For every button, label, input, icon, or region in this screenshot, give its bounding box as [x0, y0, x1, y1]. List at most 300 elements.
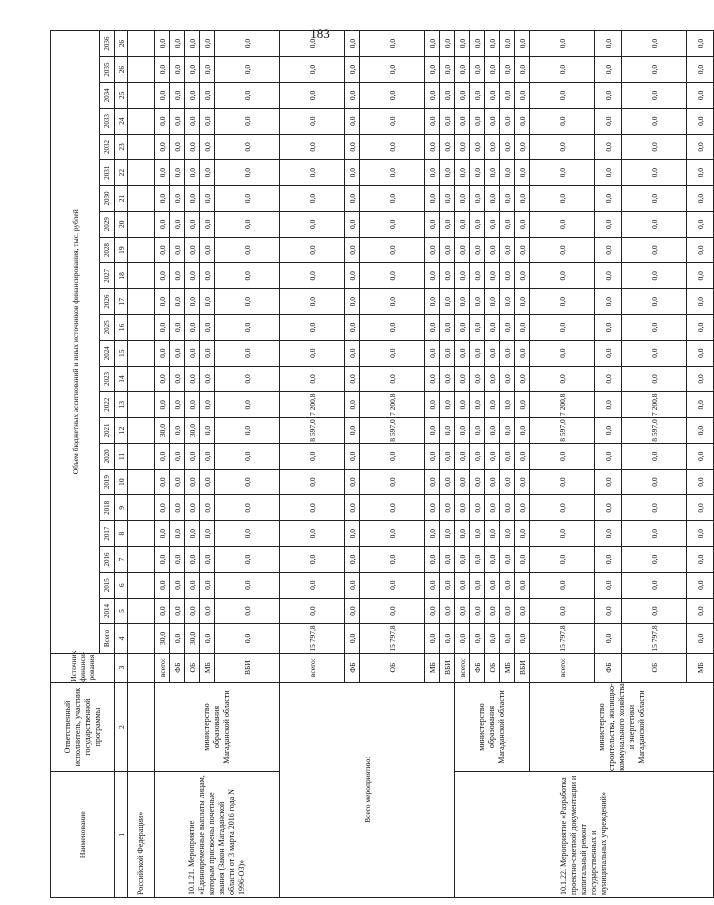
value-cell: 0,0: [185, 57, 200, 83]
value-cell: 0,0: [185, 186, 200, 212]
value-cell: 0,0: [170, 547, 185, 573]
value-cell: 0,0: [425, 108, 440, 134]
header-year: 2016: [100, 547, 115, 573]
header-year: 2017: [100, 521, 115, 547]
value-cell: 0,0: [170, 134, 185, 160]
value-cell: 0,0: [425, 237, 440, 263]
value-cell: 0,0: [200, 495, 215, 521]
value-cell: 0,0: [687, 418, 714, 444]
column-number: 25: [115, 82, 128, 108]
value-cell: 0,0: [595, 469, 622, 495]
header-name: Наименование: [51, 772, 115, 898]
value-cell: 0,0: [470, 186, 485, 212]
value-cell: 0,0: [155, 31, 170, 57]
value-cell: 0,0: [345, 82, 360, 108]
value-cell: 0,0: [345, 289, 360, 315]
value-cell: 0,0: [440, 237, 455, 263]
value-cell: 0,0: [185, 289, 200, 315]
total-cell: 0,0: [687, 624, 714, 653]
value-cell: 0,0: [155, 134, 170, 160]
value-cell: 0,0: [470, 31, 485, 57]
total-cell: 15 797,8: [360, 624, 425, 653]
value-cell: 0,0: [200, 469, 215, 495]
value-cell: 0,0: [687, 392, 714, 418]
value-cell: 0,0: [455, 547, 470, 573]
value-cell: 0,0: [170, 31, 185, 57]
value-cell: 0,0: [515, 82, 530, 108]
value-cell: 0,0: [280, 160, 345, 186]
value-cell: 0,0: [440, 108, 455, 134]
column-number: 3: [115, 653, 128, 682]
value-cell: 0,0: [500, 495, 515, 521]
value-cell: 0,0: [155, 547, 170, 573]
value-cell: 0,0: [215, 572, 280, 598]
header-year: 2019: [100, 469, 115, 495]
value-cell: 0,0: [360, 186, 425, 212]
value-cell: 0,0: [530, 134, 595, 160]
total-cell: 0,0: [345, 624, 360, 653]
value-cell: 0,0: [155, 443, 170, 469]
value-cell: 0,0: [687, 134, 714, 160]
value-cell: 0,0: [425, 521, 440, 547]
value-cell: 0,0: [345, 134, 360, 160]
value-cell: 0,0: [595, 366, 622, 392]
value-cell: 0,0: [360, 521, 425, 547]
value-cell: 0,0: [485, 469, 500, 495]
value-cell: 0,0: [215, 547, 280, 573]
value-cell: 0,0: [345, 547, 360, 573]
value-cell: 0,0: [280, 469, 345, 495]
value-cell: 0,0: [440, 186, 455, 212]
table-row: [115, 31, 128, 898]
total-cell: 0,0: [215, 624, 280, 653]
value-cell: 0,0: [500, 340, 515, 366]
column-number: 20: [115, 211, 128, 237]
total-cell: 0,0: [170, 624, 185, 653]
value-cell: 0,0: [425, 186, 440, 212]
value-cell: 0,0: [485, 237, 500, 263]
value-cell: 0,0: [360, 31, 425, 57]
value-cell: 0,0: [215, 443, 280, 469]
item-executor: министерство строительства, жилищно-коммунального хозяйства и энергетики Магаданской области: [530, 682, 714, 772]
value-cell: 0,0: [185, 469, 200, 495]
value-cell: 0,0: [515, 418, 530, 444]
table-row: [280, 31, 345, 898]
value-cell: 0,0: [595, 418, 622, 444]
value-cell: 0,0: [622, 82, 687, 108]
column-number: 24: [115, 108, 128, 134]
value-cell: 0,0: [155, 160, 170, 186]
value-cell: 0,0: [687, 211, 714, 237]
empty-cell: [128, 443, 155, 469]
value-cell: 0,0: [360, 289, 425, 315]
value-cell: 0,0: [470, 211, 485, 237]
empty-cell: [128, 82, 155, 108]
value-cell: 0,0: [215, 186, 280, 212]
value-cell: 0,0: [345, 160, 360, 186]
value-cell: 0,0: [170, 598, 185, 624]
total-cell: 15 797,8: [280, 624, 345, 653]
value-cell: 0,0: [595, 237, 622, 263]
value-cell: 0,0: [500, 469, 515, 495]
empty-cell: [128, 134, 155, 160]
value-cell: 0,0: [345, 237, 360, 263]
total-cell: 0,0: [425, 624, 440, 653]
value-cell: 30,0: [185, 418, 200, 444]
column-number: 6: [115, 572, 128, 598]
value-cell: 0,0: [595, 495, 622, 521]
value-cell: 0,0: [500, 237, 515, 263]
column-number: 26: [115, 31, 128, 57]
value-cell: 0,0: [500, 443, 515, 469]
value-cell: 0,0: [440, 315, 455, 341]
value-cell: 0,0: [622, 160, 687, 186]
value-cell: 0,0: [500, 160, 515, 186]
value-cell: 0,0: [595, 340, 622, 366]
value-cell: 0,0: [200, 366, 215, 392]
value-cell: 0,0: [185, 315, 200, 341]
value-cell: 0,0: [687, 315, 714, 341]
value-cell: 0,0: [200, 340, 215, 366]
value-cell: 0,0: [280, 443, 345, 469]
value-cell: 0,0: [470, 469, 485, 495]
value-cell: 0,0: [215, 289, 280, 315]
value-cell: 7 200,8: [622, 392, 687, 418]
row-label: Российской Федерации»: [128, 772, 155, 898]
value-cell: 0,0: [595, 160, 622, 186]
value-cell: 0,0: [425, 418, 440, 444]
empty-cell: [128, 211, 155, 237]
value-cell: 0,0: [425, 340, 440, 366]
empty-cell: [128, 572, 155, 598]
value-cell: 0,0: [455, 572, 470, 598]
value-cell: 0,0: [215, 418, 280, 444]
value-cell: 8 597,0: [530, 418, 595, 444]
value-cell: 0,0: [530, 160, 595, 186]
column-number: 5: [115, 598, 128, 624]
value-cell: 0,0: [155, 340, 170, 366]
empty-cell: [128, 263, 155, 289]
value-cell: 0,0: [485, 108, 500, 134]
value-cell: 0,0: [455, 31, 470, 57]
value-cell: 0,0: [515, 521, 530, 547]
header-total: Всего: [100, 624, 115, 653]
value-cell: 0,0: [515, 186, 530, 212]
value-cell: 0,0: [440, 263, 455, 289]
value-cell: 0,0: [687, 160, 714, 186]
value-cell: 0,0: [485, 289, 500, 315]
value-cell: 0,0: [280, 572, 345, 598]
value-cell: 0,0: [622, 263, 687, 289]
value-cell: 0,0: [470, 598, 485, 624]
value-cell: 0,0: [185, 521, 200, 547]
value-cell: 0,0: [622, 237, 687, 263]
value-cell: 0,0: [455, 237, 470, 263]
value-cell: 0,0: [170, 82, 185, 108]
empty-cell: [128, 160, 155, 186]
value-cell: 0,0: [485, 443, 500, 469]
value-cell: 0,0: [345, 31, 360, 57]
total-cell: 0,0: [440, 624, 455, 653]
value-cell: 0,0: [215, 108, 280, 134]
value-cell: 0,0: [455, 366, 470, 392]
value-cell: 0,0: [622, 108, 687, 134]
value-cell: 0,0: [500, 289, 515, 315]
value-cell: 0,0: [200, 82, 215, 108]
value-cell: 0,0: [345, 315, 360, 341]
value-cell: 0,0: [155, 366, 170, 392]
value-cell: 0,0: [687, 263, 714, 289]
value-cell: 0,0: [455, 82, 470, 108]
value-cell: 0,0: [500, 521, 515, 547]
value-cell: 0,0: [170, 289, 185, 315]
value-cell: 0,0: [440, 57, 455, 83]
value-cell: 0,0: [170, 237, 185, 263]
total-cell: 15 797,8: [530, 624, 595, 653]
value-cell: 0,0: [425, 598, 440, 624]
header-year: 2023: [100, 366, 115, 392]
source-cell: МБ: [687, 653, 714, 682]
value-cell: 0,0: [440, 547, 455, 573]
value-cell: 0,0: [185, 392, 200, 418]
value-cell: 0,0: [530, 31, 595, 57]
column-number: 23: [115, 134, 128, 160]
value-cell: 0,0: [215, 469, 280, 495]
value-cell: 0,0: [215, 392, 280, 418]
value-cell: 0,0: [622, 572, 687, 598]
value-cell: 0,0: [280, 237, 345, 263]
value-cell: 0,0: [440, 495, 455, 521]
value-cell: 0,0: [595, 443, 622, 469]
value-cell: 0,0: [170, 160, 185, 186]
value-cell: 0,0: [595, 521, 622, 547]
value-cell: 0,0: [530, 495, 595, 521]
header-year: 2021: [100, 418, 115, 444]
value-cell: 0,0: [530, 57, 595, 83]
value-cell: 0,0: [687, 366, 714, 392]
value-cell: 0,0: [280, 31, 345, 57]
value-cell: 0,0: [345, 392, 360, 418]
value-cell: 0,0: [345, 495, 360, 521]
value-cell: 0,0: [687, 108, 714, 134]
value-cell: 0,0: [515, 366, 530, 392]
empty-cell: [128, 598, 155, 624]
value-cell: 0,0: [155, 211, 170, 237]
total-cell: 0,0: [500, 624, 515, 653]
empty-cell: [128, 237, 155, 263]
value-cell: 0,0: [622, 495, 687, 521]
value-cell: 0,0: [200, 572, 215, 598]
header-source: Источник финанси-рования: [51, 653, 115, 682]
value-cell: 0,0: [425, 547, 440, 573]
value-cell: 0,0: [425, 211, 440, 237]
source-cell: всего:: [530, 653, 595, 682]
value-cell: 0,0: [530, 443, 595, 469]
value-cell: 0,0: [440, 31, 455, 57]
total-cell: 0,0: [485, 624, 500, 653]
value-cell: 0,0: [345, 108, 360, 134]
value-cell: 0,0: [485, 31, 500, 57]
value-cell: 0,0: [200, 392, 215, 418]
value-cell: 0,0: [530, 186, 595, 212]
header-year: 2028: [100, 237, 115, 263]
value-cell: 0,0: [155, 82, 170, 108]
source-cell: ВБИ: [515, 653, 530, 682]
total-cell: 15 797,8: [622, 624, 687, 653]
column-number: 13: [115, 392, 128, 418]
value-cell: 0,0: [470, 495, 485, 521]
value-cell: 0,0: [440, 521, 455, 547]
value-cell: 0,0: [185, 443, 200, 469]
total-cell: 0,0: [515, 624, 530, 653]
column-number: 12: [115, 418, 128, 444]
column-number: 18: [115, 263, 128, 289]
value-cell: 0,0: [170, 392, 185, 418]
column-number: 19: [115, 237, 128, 263]
value-cell: 0,0: [455, 186, 470, 212]
value-cell: 0,0: [500, 572, 515, 598]
value-cell: 0,0: [185, 495, 200, 521]
value-cell: 0,0: [455, 211, 470, 237]
table-row: [51, 31, 100, 898]
total-cell: 0,0: [595, 624, 622, 653]
value-cell: 0,0: [500, 418, 515, 444]
value-cell: 0,0: [530, 340, 595, 366]
header-year: 2029: [100, 211, 115, 237]
value-cell: 0,0: [455, 495, 470, 521]
value-cell: 0,0: [440, 366, 455, 392]
value-cell: 0,0: [595, 289, 622, 315]
value-cell: 0,0: [470, 134, 485, 160]
value-cell: 0,0: [515, 108, 530, 134]
value-cell: 0,0: [622, 521, 687, 547]
value-cell: 0,0: [595, 82, 622, 108]
column-number: 22: [115, 160, 128, 186]
value-cell: 0,0: [485, 366, 500, 392]
value-cell: 0,0: [485, 495, 500, 521]
value-cell: 0,0: [500, 366, 515, 392]
value-cell: 0,0: [470, 160, 485, 186]
value-cell: 0,0: [530, 547, 595, 573]
value-cell: 0,0: [345, 469, 360, 495]
column-number: 10: [115, 469, 128, 495]
value-cell: 0,0: [470, 289, 485, 315]
value-cell: 0,0: [455, 134, 470, 160]
header-year: 2014: [100, 598, 115, 624]
value-cell: 0,0: [345, 366, 360, 392]
value-cell: 0,0: [687, 572, 714, 598]
value-cell: 0,0: [200, 134, 215, 160]
value-cell: 0,0: [360, 495, 425, 521]
value-cell: 0,0: [500, 315, 515, 341]
value-cell: 0,0: [530, 572, 595, 598]
empty-cell: [128, 366, 155, 392]
value-cell: 0,0: [215, 315, 280, 341]
empty-cell: [128, 547, 155, 573]
value-cell: 0,0: [455, 108, 470, 134]
value-cell: 0,0: [155, 521, 170, 547]
value-cell: 0,0: [155, 108, 170, 134]
value-cell: 0,0: [687, 443, 714, 469]
value-cell: 0,0: [595, 186, 622, 212]
value-cell: 0,0: [360, 57, 425, 83]
value-cell: 0,0: [470, 237, 485, 263]
value-cell: 0,0: [360, 134, 425, 160]
value-cell: 0,0: [500, 547, 515, 573]
value-cell: 0,0: [280, 57, 345, 83]
value-cell: 0,0: [485, 418, 500, 444]
source-cell: МБ: [500, 653, 515, 682]
value-cell: 0,0: [530, 108, 595, 134]
value-cell: 0,0: [500, 82, 515, 108]
value-cell: 0,0: [470, 521, 485, 547]
value-cell: 0,0: [200, 108, 215, 134]
value-cell: 0,0: [687, 547, 714, 573]
value-cell: 0,0: [485, 572, 500, 598]
value-cell: 0,0: [155, 469, 170, 495]
value-cell: 0,0: [622, 443, 687, 469]
value-cell: 0,0: [215, 598, 280, 624]
value-cell: 0,0: [215, 211, 280, 237]
value-cell: 0,0: [470, 418, 485, 444]
value-cell: 0,0: [687, 521, 714, 547]
value-cell: 0,0: [425, 263, 440, 289]
value-cell: 0,0: [425, 315, 440, 341]
value-cell: 0,0: [185, 263, 200, 289]
value-cell: 0,0: [155, 237, 170, 263]
source-cell: ФБ: [470, 653, 485, 682]
value-cell: 0,0: [425, 469, 440, 495]
value-cell: 0,0: [485, 598, 500, 624]
value-cell: 8 597,0: [360, 418, 425, 444]
value-cell: 0,0: [515, 392, 530, 418]
value-cell: 0,0: [170, 211, 185, 237]
value-cell: 0,0: [200, 418, 215, 444]
empty-cell: [128, 31, 155, 57]
value-cell: 0,0: [515, 443, 530, 469]
value-cell: 0,0: [622, 598, 687, 624]
value-cell: 0,0: [170, 469, 185, 495]
value-cell: 0,0: [185, 211, 200, 237]
item-executor: министерство образования Магаданской области: [455, 682, 530, 772]
value-cell: 30,0: [155, 418, 170, 444]
value-cell: 0,0: [470, 392, 485, 418]
value-cell: 0,0: [485, 340, 500, 366]
value-cell: 0,0: [622, 315, 687, 341]
value-cell: 0,0: [500, 598, 515, 624]
value-cell: 0,0: [185, 82, 200, 108]
value-cell: 0,0: [470, 547, 485, 573]
header-year: 2020: [100, 443, 115, 469]
value-cell: 0,0: [485, 521, 500, 547]
value-cell: 0,0: [280, 108, 345, 134]
value-cell: 0,0: [185, 108, 200, 134]
value-cell: 0,0: [440, 340, 455, 366]
value-cell: 0,0: [360, 572, 425, 598]
value-cell: 0,0: [345, 57, 360, 83]
value-cell: 0,0: [280, 186, 345, 212]
table-row: [455, 31, 470, 898]
value-cell: 0,0: [200, 31, 215, 57]
value-cell: 0,0: [595, 211, 622, 237]
value-cell: 0,0: [595, 57, 622, 83]
value-cell: 0,0: [425, 57, 440, 83]
value-cell: 0,0: [595, 108, 622, 134]
value-cell: 0,0: [455, 443, 470, 469]
value-cell: 0,0: [595, 315, 622, 341]
value-cell: 0,0: [425, 443, 440, 469]
value-cell: 0,0: [515, 340, 530, 366]
